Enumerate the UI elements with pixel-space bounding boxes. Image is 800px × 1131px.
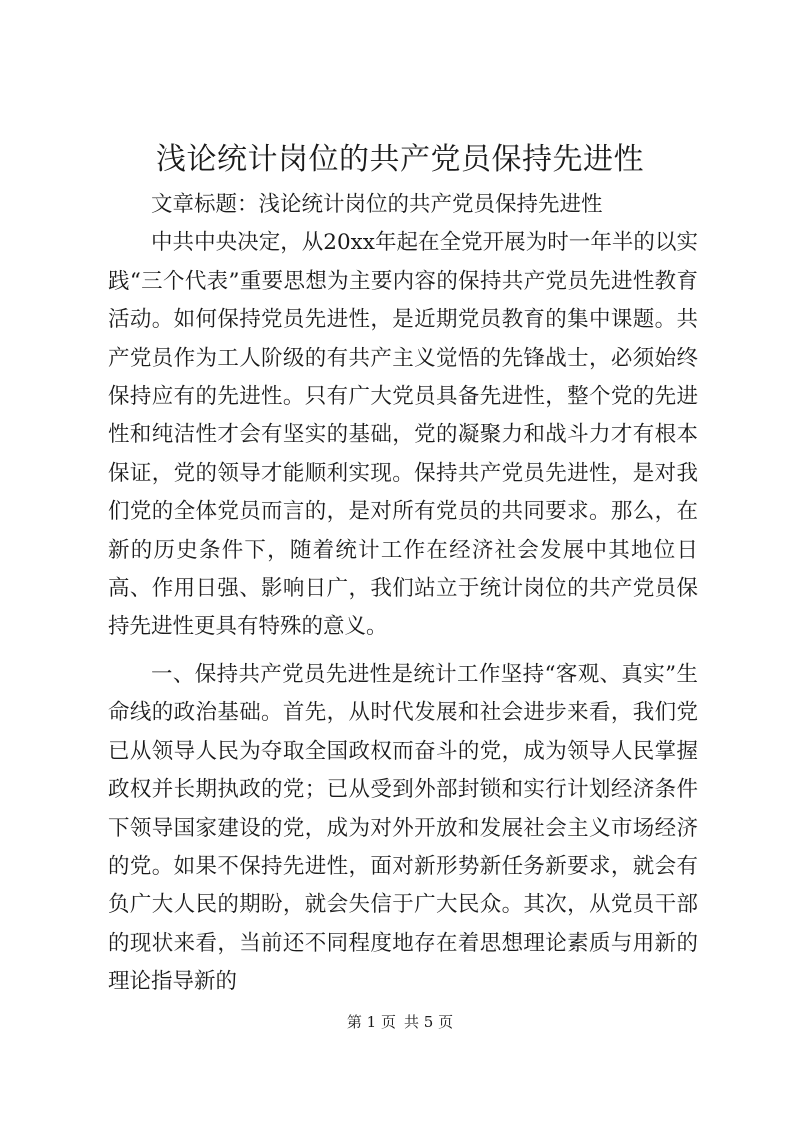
document-body xyxy=(108,186,698,1002)
paragraph-intro: 中共中央决定，从20xx年起在全党开展为时一年半的以实践“三个代表”重要思想为主要内容的保持共产党员先进性教育活动。如何保持党员先进性，是近期党员教育的集中课题。共产党员作为工人阶级的有共产主义觉悟的先锋战士，必须始终保持应有的先进性。只有广大党员具备先进性，整个党的先进性和纯洁性才会有坚实的基础，党的凝聚力和战斗力才有根本保证，党的领导才能顺利实现。保持共产党员先进性，是对我们党的全体党员而言的，是对所有党员的共同要求。那么，在新的历史条件下，随着统计工作在经济社会发展中其地位日高、作用日强、影响日广，我们站立于统计岗位的共产党员保持先进性更具有特殊的意义。 xyxy=(108,230,698,640)
paragraph-section-one: 一、保持共产党员先进性是统计工作坚持“客观、真实”生命线的政治基础。首先，从时代发展和社会进步来看，我们党已从领导人民为夺取全国政权而奋斗的党，成为领导人民掌握政权并长期执政的党；已从受到外部封锁和实行计划经济条件下领导国家建设的党，成为对外开放和发展社会主义市场经济的党。如果不保持先进性，面对新形势新任务新要求，就会有负广大人民的期盼，就会失信于广大民众。其次，从党员干部的现状来看，当前还不同程度地存在着思想理论素质与用新的理论指导新的 xyxy=(108,661,698,995)
article-title-line: 文章标题：浅论统计岗位的共产党员保持先进性 xyxy=(151,192,603,217)
page-footer xyxy=(0,1012,800,1032)
page-number: 第 1 页 xyxy=(346,1013,396,1031)
document-title: 浅论统计岗位的共产党员保持先进性 xyxy=(156,142,644,177)
page-total: 共 5 页 xyxy=(404,1013,454,1031)
